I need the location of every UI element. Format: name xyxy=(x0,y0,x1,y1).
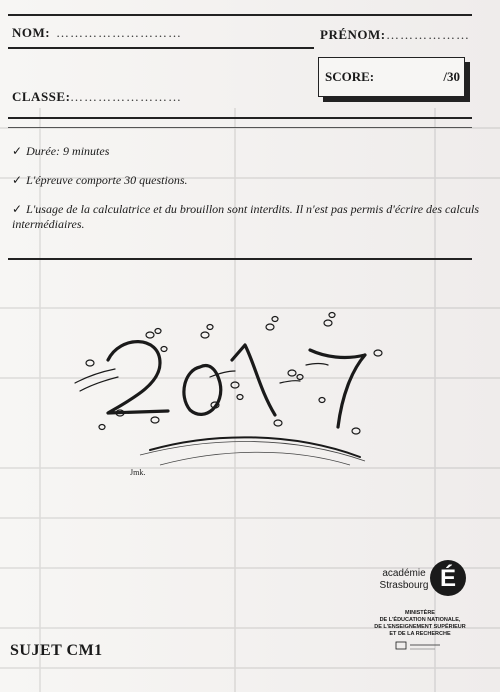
nom-field[interactable]: ……………………… xyxy=(56,25,182,40)
checkmark-icon: ✓ xyxy=(12,144,23,158)
academie-logo xyxy=(360,556,490,671)
top-rule xyxy=(8,14,472,16)
checkmark-icon: ✓ xyxy=(12,173,23,187)
ministry-line-2: DE L'ÉDUCATION NATIONALE, xyxy=(379,617,461,623)
rule-item: ✓ L'épreuve comporte 30 questions. xyxy=(12,173,188,187)
nom-label: NOM: xyxy=(12,25,51,40)
logo-name-2: Strasbourg xyxy=(379,580,429,591)
classe-rule xyxy=(8,117,472,119)
prenom-label: PRÉNOM: xyxy=(320,27,386,42)
rules-rule-bottom xyxy=(8,258,472,260)
score-box xyxy=(318,57,465,97)
classe-field[interactable]: …………………… xyxy=(70,89,182,104)
score-label: SCORE: xyxy=(325,69,375,84)
ministry-line-1: MINISTÈRE xyxy=(405,610,435,616)
rule-item: ✓ Durée: 9 minutes xyxy=(12,144,110,158)
checkmark-icon: ✓ xyxy=(12,202,23,216)
rules-rule-top xyxy=(8,127,472,128)
sujet-title: SUJET CM1 xyxy=(10,642,103,659)
logo-name-1: académie xyxy=(382,568,426,579)
classe-label: CLASSE: xyxy=(12,89,71,104)
header-rule xyxy=(8,47,314,49)
academie-logo-graphic xyxy=(360,556,490,671)
rule-item: ✓ L'usage de la calculatrice et du brouillon sont interdits. Il n'est pas permis d'écrire des calculs intermédiaires. xyxy=(12,202,480,231)
signature: Jmk. xyxy=(130,468,146,477)
ministry-line-3: DE L'ENSEIGNEMENT SUPÉRIEUR xyxy=(374,624,466,630)
score-total: /30 xyxy=(443,69,460,84)
svg-text:É: É xyxy=(439,565,457,592)
ministry-line-4: ET DE LA RECHERCHE xyxy=(389,631,451,637)
year-drawing xyxy=(60,305,400,480)
prenom-field[interactable]: ……………… xyxy=(386,27,470,42)
